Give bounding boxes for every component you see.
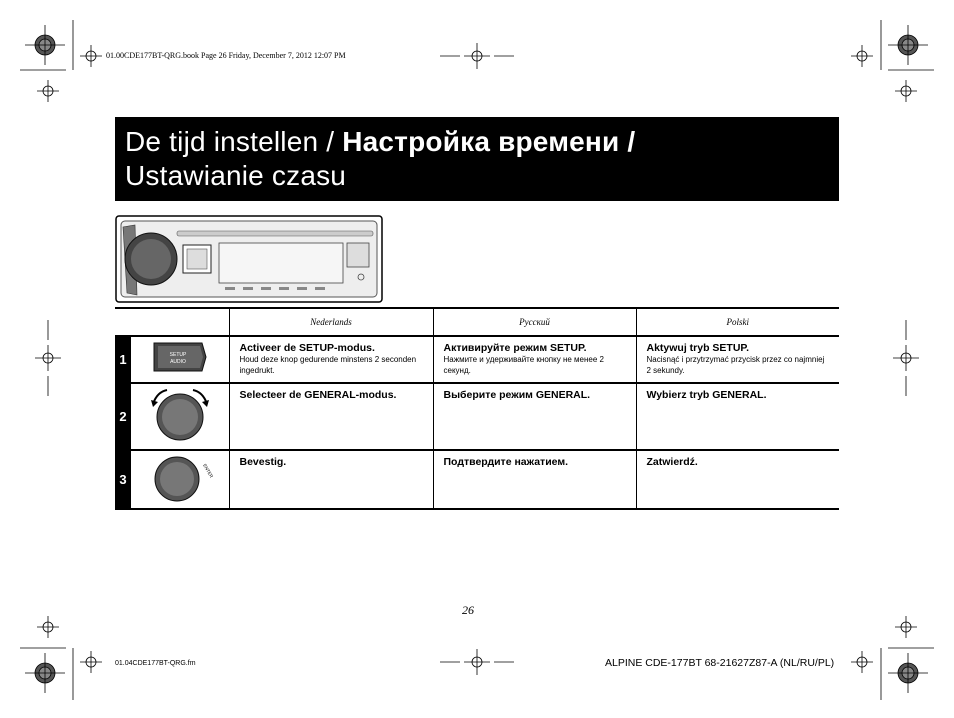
step-1-dutch: [229, 336, 433, 383]
button-label-enter: ENTER: [201, 463, 214, 479]
step-1-russian-sub: Нажмите и удерживайте кнопку не менее 2 секунд.: [443, 355, 604, 375]
step-1-russian: [433, 336, 636, 383]
step-3-polish: [636, 450, 839, 509]
button-label-audio: AUDIO: [169, 359, 186, 365]
step-1-polish-sub: Nacisnąć i przytrzymać przycisk przez co najmniej 2 sekundy.: [646, 355, 825, 375]
table-header-blank: [115, 308, 229, 336]
title-dutch: De tijd instellen /: [125, 126, 343, 157]
car-stereo-illustration: [115, 215, 383, 303]
step-1-dutch-sub: Houd deze knop gedurende minstens 2 seconden ingedrukt.: [239, 355, 417, 375]
table-row: [115, 450, 839, 509]
table-row: [115, 383, 839, 450]
steps-table: [115, 307, 839, 510]
step-1-dutch-main: Activeer de SETUP-modus.: [239, 342, 375, 354]
step-2-polish: [636, 383, 839, 450]
step-2-polish-main: Wybierz tryb GENERAL.: [646, 389, 767, 401]
step-2-russian-main: Выберите режим GENERAL.: [443, 389, 591, 401]
title-russian: Настройка времени /: [342, 126, 636, 157]
step-3-dutch: [229, 450, 433, 509]
title-polish: Ustawianie czasu: [125, 160, 347, 191]
step-number: 3: [115, 450, 131, 509]
header-polish: Polski: [636, 308, 839, 336]
button-label-setup: SETUP: [169, 352, 187, 358]
step-number: 2: [115, 383, 131, 450]
step-3-polish-main: Zatwierdź.: [646, 456, 698, 468]
step-2-russian: [433, 383, 636, 450]
step-image: [131, 450, 229, 509]
header-russian: Русский: [433, 308, 636, 336]
step-3-russian: [433, 450, 636, 509]
footer-filename: 01.04CDE177BT-QRG.fm: [115, 660, 196, 667]
step-number: 1: [115, 336, 131, 383]
setup-audio-button-icon: [150, 337, 210, 377]
step-3-russian-main: Подтвердите нажатием.: [443, 456, 569, 468]
header-dutch: Nederlands: [229, 308, 433, 336]
step-1-polish-main: Aktywuj tryb SETUP.: [646, 342, 749, 354]
table-header-row: [115, 308, 839, 336]
footer-model: ALPINE CDE-177BT 68-21627Z87-A (NL/RU/PL): [605, 657, 835, 669]
title-line-1: [125, 125, 829, 159]
table-row: [115, 336, 839, 383]
step-image: [131, 383, 229, 450]
rotary-knob-press-icon: [145, 451, 215, 503]
step-image: [131, 336, 229, 383]
step-3-dutch-main: Bevestig.: [239, 456, 287, 468]
step-2-dutch-main: Selecteer de GENERAL-modus.: [239, 389, 397, 401]
print-header: 01.00CDE177BT-QRG.book Page 26 Friday, December 7, 2012 12:07 PM: [106, 51, 346, 60]
page-number: 26: [462, 603, 474, 617]
rotary-knob-rotate-icon: [145, 384, 215, 444]
step-1-russian-main: Активируйте режим SETUP.: [443, 342, 587, 354]
step-2-dutch: [229, 383, 433, 450]
step-1-polish: [636, 336, 839, 383]
page-title: [115, 117, 839, 201]
